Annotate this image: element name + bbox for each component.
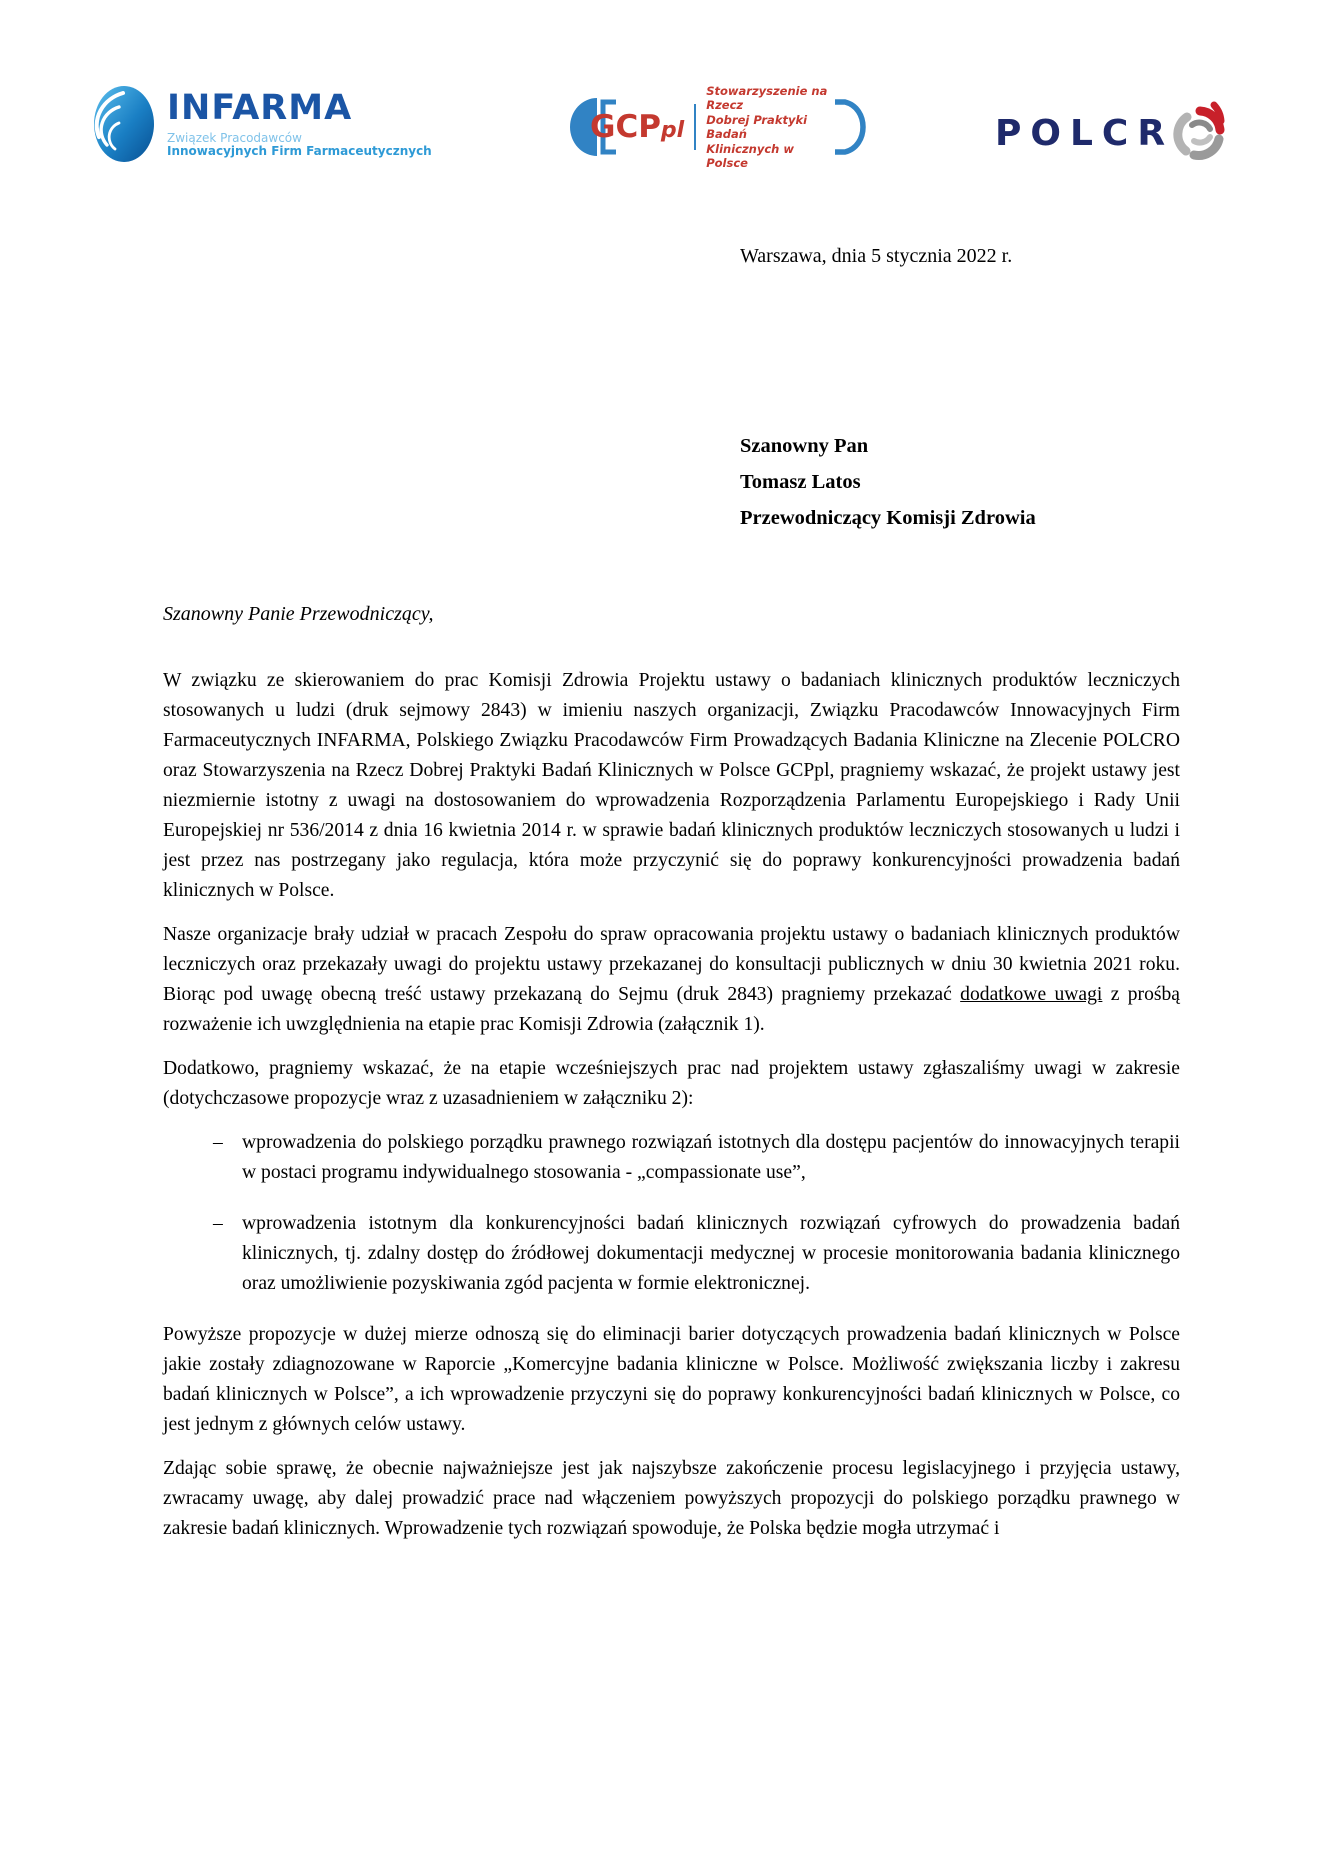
paragraph-1: W związku ze skierowaniem do prac Komisji Zdrowia Projektu ustawy o badaniach klinicznych produktów leczniczych stosowanych u ludzi (druk sejmowy 2843) w imieniu naszych organizacji, Związku Pracodawców Innowacyjnych Firm Farmaceutycznych INFARMA, Polskiego Związku Pracodawców Firm Prowadzących Badania Kliniczne na Zlecenie POLCRO oraz Stowarzyszenia na Rzecz Dobrej Praktyki Badań Klinicznych w Polsce GCPpl, pragniemy wskazać, że projekt ustawy jest niezmiernie istotny z uwagi na dostosowaniem do wprowadzenia Rozporządzenia Parlamentu Europejskiego i Rady Unii Europejskiej nr 536/2014 z dnia 16 kwietnia 2014 r. w sprawie badań klinicznych produktów leczniczych stosowanych u ludzi i jest przez nas postrzegany jako regulacja, która może przyczynić się do poprawy konkurencyjności prowadzenia badań klinicznych w Polsce. <box>163 670 1180 901</box>
proposal-list <box>163 1128 1180 1299</box>
salutation: Szanowny Panie Przewodniczący, <box>163 603 434 625</box>
gcppl-divider <box>694 104 696 150</box>
infarma-sphere-icon <box>93 85 157 163</box>
recipient-line-3: Przewodniczący Komisji Zdrowia <box>740 507 1036 529</box>
list-item-text: wprowadzenia istotnym dla konkurencyjności badań klinicznych rozwiązań cyfrowych do prowadzenia badań klinicznych, tj. zdalny dostęp do źródłowej dokumentacji medycznej w procesie monitorowania badania klinicznego oraz umożliwienie pozyskiwania zgód pacjenta w formie elektronicznej. <box>242 1213 1180 1294</box>
bullet-dash: – <box>213 1213 223 1234</box>
paragraph-4: Powyższe propozycje w dużej mierze odnoszą się do eliminacji barier dotyczących prowadzenia badań klinicznych w Polsce jakie zostały zdiagnozowane w Raporcie „Komercyjne badania kliniczne w Polsce. Możliwość zwiększania liczby i zakresu badań klinicznych w Polsce”, a ich wprowadzenie przyczyni się do poprawy konkurencyjności badań klinicznych w Polsce, co jest jednym z głównych celów ustawy. <box>163 1324 1180 1435</box>
gcppl-tagline-line1: Stowarzyszenie na Rzecz <box>706 83 828 112</box>
paragraph-5: Zdając sobie sprawę, że obecnie najważniejsze jest jak najszybsze zakończenie procesu legislacyjnego i przyjęcia ustawy, zwracamy uwagę, aby dalej prowadzić prace nad włączeniem powyższych propozycji do polskiego porządku prawnego w zakresie badań klinicznych. Wprowadzenie tych rozwiązań spowoduje, że Polska będzie mogła utrzymać i <box>163 1458 1180 1539</box>
infarma-logo <box>93 85 432 163</box>
infarma-logo-text <box>167 85 432 158</box>
letter-body <box>163 666 1180 1558</box>
bullet-dash: – <box>213 1132 223 1153</box>
gcppl-tagline-line2: Dobrej Praktyki Badań <box>706 112 808 141</box>
polcro-logo <box>995 103 1232 163</box>
recipient-block <box>740 428 1036 536</box>
gcppl-logo-name <box>590 109 684 145</box>
recipient-line-1: Szanowny Pan <box>740 435 869 457</box>
paragraph-2-before: Nasze organizacje brały udział w pracach Zespołu do spraw opracowania projektu ustawy o badaniach klinicznych produktów leczniczych oraz przekazały uwagi do projektu ustawy przekazanej do konsultacji publicznych w dniu 30 kwietnia 2021 roku. Biorąc pod uwagę obecną treść ustawy przekazaną do Sejmu (druk 2843) pragniemy przekazać <box>163 924 1180 1005</box>
gcppl-tagline <box>706 84 831 171</box>
paragraph-2-underlined: dodatkowe uwagi <box>960 984 1103 1005</box>
paragraph-2 <box>163 920 1180 1040</box>
gcppl-name-sub: pl <box>660 118 685 143</box>
recipient-line-2: Tomasz Latos <box>740 471 861 493</box>
date-line: Warszawa, dnia 5 stycznia 2022 r. <box>740 245 1013 267</box>
gcppl-right-bracket-icon <box>833 95 871 159</box>
infarma-logo-subtitle1: Związek Pracodawców <box>167 131 302 145</box>
list-item <box>163 1128 1180 1188</box>
polcro-o-swirl-icon <box>1170 97 1232 163</box>
paragraph-3: Dodatkowo, pragniemy wskazać, że na etapie wcześniejszych prac nad projektem ustawy zgłaszaliśmy uwagi w zakresie (dotychczasowe propozycje wraz z uzasadnieniem w załączniku 2): <box>163 1058 1180 1109</box>
list-item <box>163 1209 1180 1299</box>
paragraph-2-after: z prośbą rozważenie ich uwzględnienia na etapie prac Komisji Zdrowia (załącznik 1). <box>163 984 1180 1035</box>
infarma-logo-name: INFARMA <box>167 88 353 128</box>
gcppl-logo <box>570 83 871 170</box>
polcro-logo-name: POLCR <box>995 112 1175 154</box>
infarma-logo-subtitle2: Innowacyjnych Firm Farmaceutycznych <box>167 144 432 158</box>
gcppl-name-main: GCP <box>590 109 661 145</box>
list-item-text: wprowadzenia do polskiego porządku prawnego rozwiązań istotnych dla dostępu pacjentów do innowacyjnych terapii w postaci programu indywidualnego stosowania - „compassionate use”, <box>242 1132 1180 1183</box>
gcppl-tagline-line3: Klinicznych w Polsce <box>706 141 794 170</box>
